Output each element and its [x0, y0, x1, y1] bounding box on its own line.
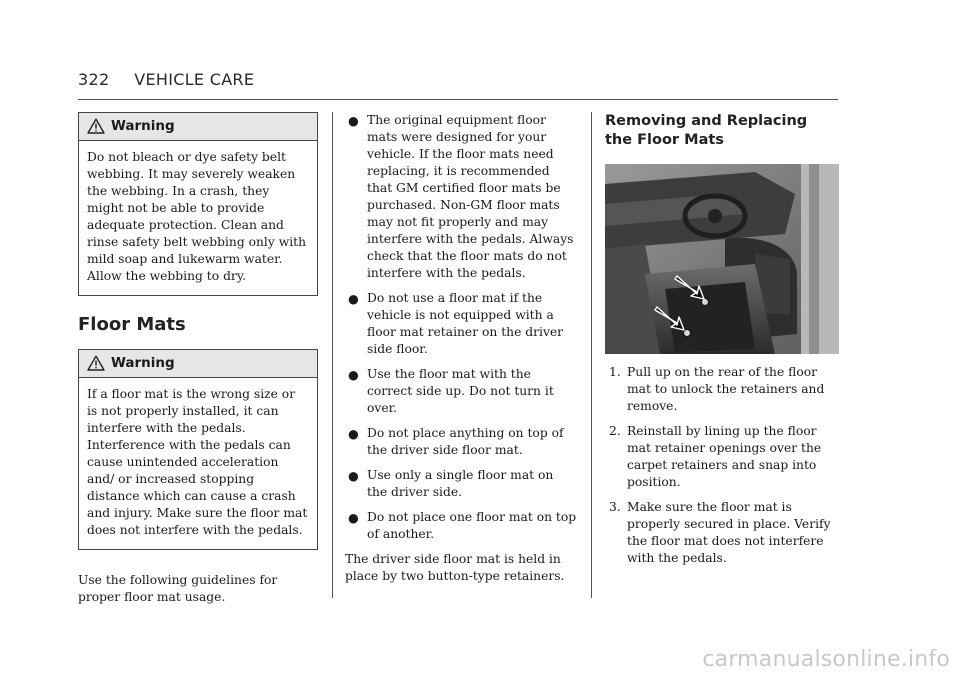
warning-header [79, 113, 317, 141]
warning-title: Warning [111, 118, 175, 134]
list-item: 2. Reinstall by lining up the floor mat retainer openings over the carpet retainers and snap into position. [609, 424, 822, 489]
list-item: ● Do not use a floor mat if the vehicle is not equipped with a floor mat retainer on the driver side floor. [348, 291, 564, 356]
header-rule [78, 99, 838, 100]
page-header [78, 70, 838, 89]
list-item: 3. Make sure the floor mat is properly secured in place. Verify the floor mat does not interfere with the pedals. [609, 500, 831, 565]
list-item: 1. Pull up on the rear of the floor mat to unlock the retainers and remove. [609, 365, 825, 413]
column-middle [345, 112, 577, 585]
warning-text: Do not bleach or dye safety belt webbing. It may severely weaken the webbing. In a crash, they might not be able to provide adequate protection. Clean and rinse safety belt webbing only with mild soap and lukewarm water. Allow the webbing to dry. [87, 150, 307, 283]
warning-header [79, 350, 317, 378]
warning-box-floor-mats [78, 349, 318, 550]
step-number: 2. [609, 424, 621, 438]
warning-triangle-icon [87, 118, 105, 134]
list-item: ● Do not place one floor mat on top of another. [348, 510, 577, 541]
warning-triangle-icon [87, 355, 105, 371]
removing-steps-list [605, 364, 839, 567]
bullet-marker: ● [348, 291, 359, 306]
list-item: ● Use the floor mat with the correct side up. Do not turn it over. [348, 367, 554, 415]
column-divider [591, 112, 592, 598]
step-number: 3. [609, 500, 621, 514]
step-number: 1. [609, 365, 621, 379]
column-right [605, 112, 839, 575]
section-name: VEHICLE CARE [134, 70, 255, 89]
list-item: ● Use only a single floor mat on the driver side. [348, 468, 554, 499]
column-divider [332, 112, 333, 598]
list-item: ● Do not place anything on top of the driver side floor mat. [348, 426, 564, 457]
floor-mat-photo [605, 164, 839, 354]
watermark: carmanualsonline.info [702, 647, 950, 672]
retainer-note: The driver side floor mat is held in place by two button-type retainers. [345, 552, 565, 583]
section-title-removing-replacing: Removing and Replacing the Floor Mats [605, 113, 808, 148]
section-title-floor-mats: Floor Mats [78, 314, 186, 335]
bullet-marker: ● [348, 468, 359, 483]
bullet-marker: ● [348, 367, 359, 382]
warning-text: If a floor mat is the wrong size or is not properly installed, it can interfere with the pedals. Interference with the pedals can cause unintended acceleration and/ or increased stopping distance which can cause a crash and injury. Make sure the floor mat does not interfere with the pedals. [87, 387, 308, 537]
guidelines-intro: Use the following guidelines for proper floor mat usage. [78, 573, 278, 604]
bullet-marker: ● [348, 113, 359, 128]
list-item: ● The original equipment floor mats were designed for your vehicle. If the floor mats need replacing, it is recommended that GM certified floor mats be purchased. Non-GM floor mats may not fit properly and may interfere with the pedals. Always check that the floor mats do not interfere with the pedals. [348, 113, 574, 280]
column-left [78, 112, 318, 606]
bullet-marker: ● [348, 426, 359, 441]
guidelines-list [345, 112, 577, 543]
warning-title: Warning [111, 355, 175, 371]
warning-box-safety-belt [78, 112, 318, 296]
page-number: 322 [78, 70, 110, 89]
bullet-marker: ● [348, 510, 359, 525]
